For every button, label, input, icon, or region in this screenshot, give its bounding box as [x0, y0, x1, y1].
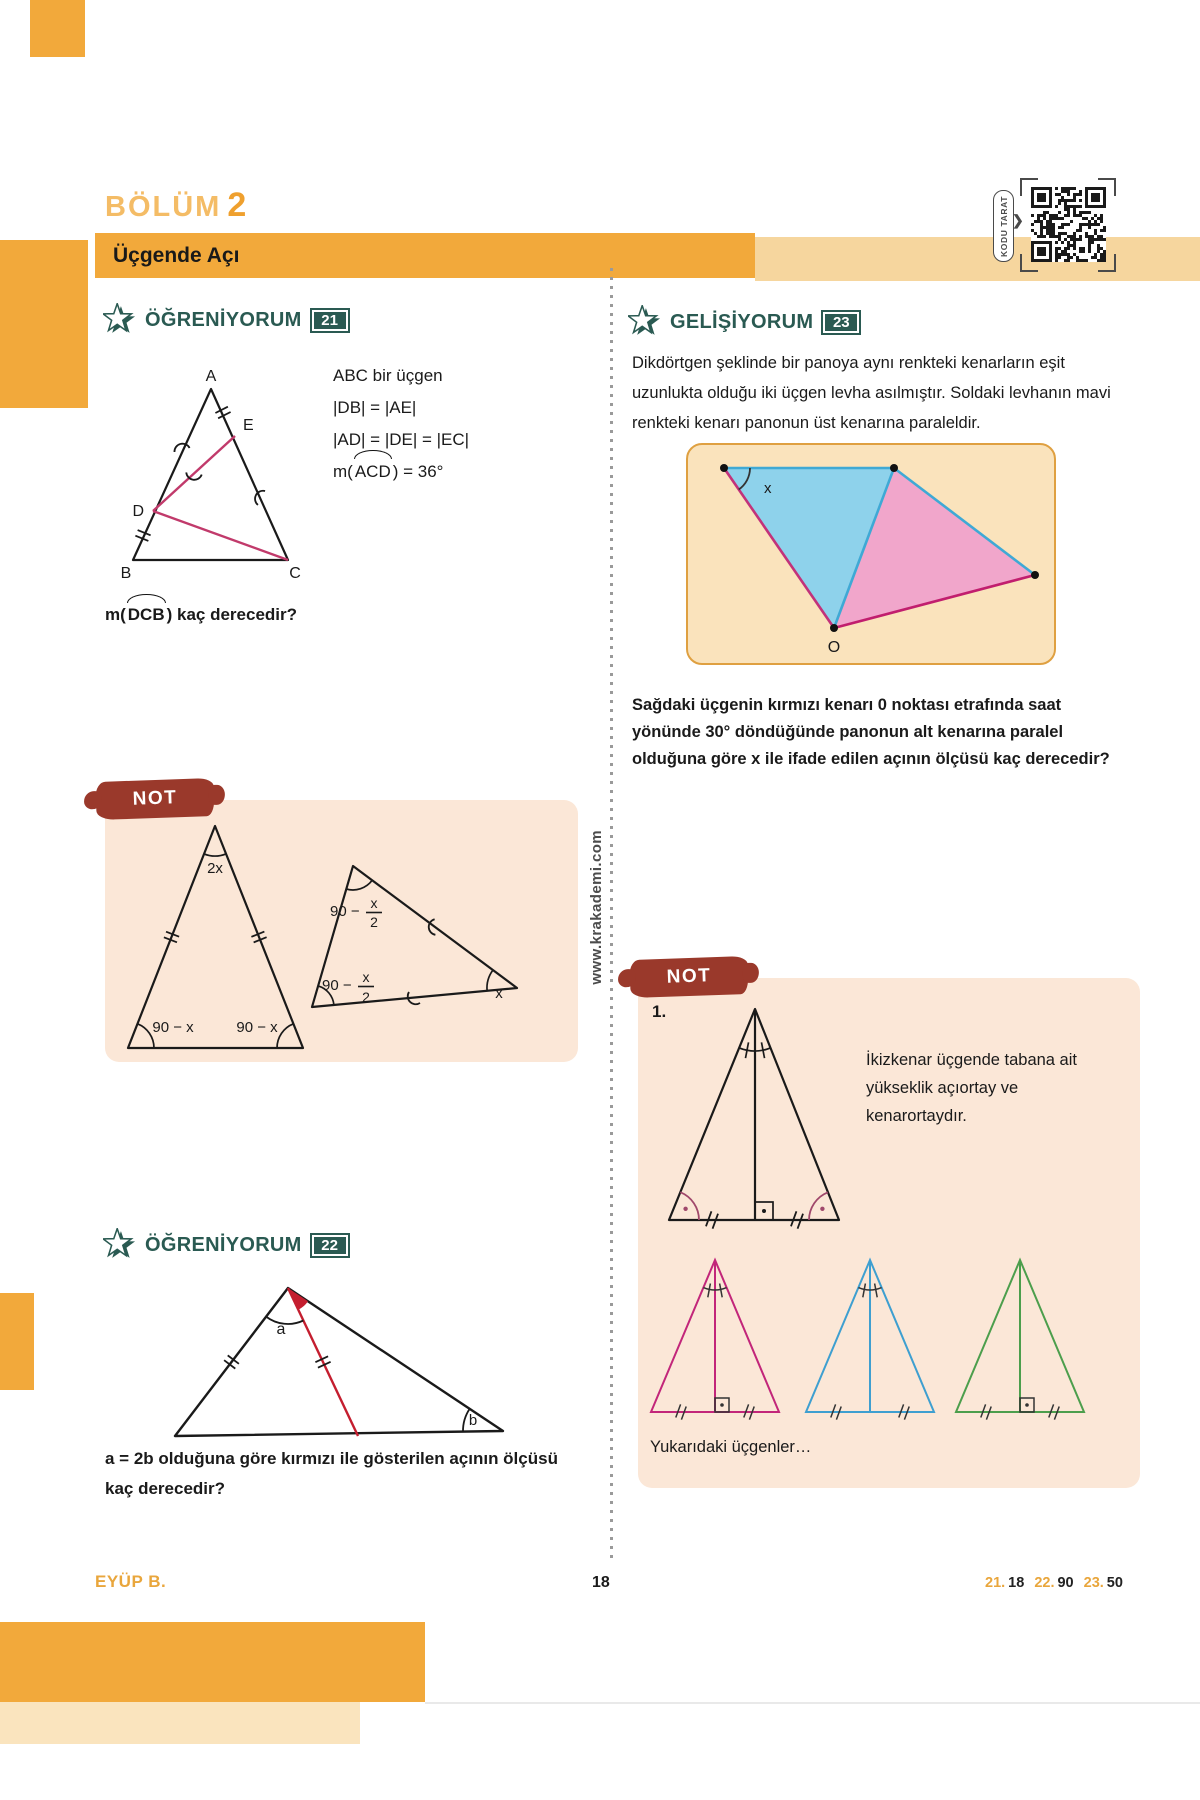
- svg-text:x: x: [764, 480, 772, 497]
- note-label: NOT: [629, 956, 748, 998]
- activity-heading-text: ÖĞRENİYORUM: [145, 308, 302, 331]
- activity-22-heading: [103, 1228, 350, 1262]
- activity-23-heading: [628, 305, 861, 339]
- footer-author: EYÜP B.: [95, 1572, 167, 1591]
- star-icon: [103, 1228, 137, 1262]
- note-item-number: 1.: [652, 1002, 667, 1021]
- question-22: a = 2b olduğuna göre kırmızı ile gösterilen açının ölçüsü kaç derecedir?: [105, 1449, 558, 1498]
- angle-arc-notation: DCB: [126, 600, 167, 630]
- given-line: |DB| = |AE|: [333, 398, 417, 417]
- activity-number-badge: 21: [310, 308, 350, 333]
- panel-figure: [686, 443, 1056, 665]
- qr-code-image: [1031, 187, 1106, 262]
- svg-text:2x: 2x: [207, 860, 223, 877]
- svg-text:x: x: [370, 895, 378, 911]
- given-line: |AD| = |DE| = |EC|: [333, 430, 470, 449]
- footer-page-number: 18: [592, 1574, 610, 1591]
- chapter-header: [105, 186, 246, 225]
- svg-text:D: D: [132, 503, 144, 520]
- star-icon: [103, 303, 137, 337]
- triangle-abc-figure: [110, 366, 320, 588]
- scan-code-label: KODU TARAT: [998, 195, 1009, 257]
- website-watermark: www.krakademi.com: [588, 829, 605, 985]
- chevron-right-icon: ❯: [1012, 212, 1024, 228]
- svg-text:O: O: [827, 639, 841, 656]
- scan-code-pill: [993, 190, 1014, 262]
- isosceles-altitude-figure: [645, 988, 865, 1233]
- angle-arc-notation: ACD: [353, 456, 393, 488]
- svg-text:C: C: [289, 565, 301, 582]
- answer-value: 90: [1057, 1575, 1074, 1591]
- qr-code: [1020, 178, 1116, 272]
- section-title: Üçgende Açı: [113, 243, 240, 267]
- left-edge-strip: [0, 1293, 34, 1390]
- svg-text:90 − x: 90 − x: [236, 1019, 278, 1036]
- svg-text:2: 2: [362, 989, 370, 1005]
- small-triangle-pink: [645, 1250, 785, 1420]
- note-triangles-figure: [108, 806, 568, 1056]
- note-text: İkizkenar üçgende tabana ait yükseklik açıortay ve kenarortaydır.: [866, 1051, 1077, 1125]
- answer-number: 22.: [1034, 1575, 1055, 1591]
- svg-text:x: x: [495, 985, 503, 1002]
- small-triangle-blue: [800, 1250, 940, 1420]
- question-21: m( DCB ) kaç derecedir?: [105, 600, 297, 630]
- svg-text:x: x: [362, 969, 370, 985]
- small-triangle-green: [950, 1250, 1090, 1420]
- bottom-accent-block: [0, 1622, 425, 1702]
- bottom-light-strip: [0, 1702, 360, 1744]
- panel-triangles: [688, 445, 1053, 662]
- svg-text:90 −: 90 −: [322, 977, 352, 994]
- activity-heading-text: GELİŞİYORUM: [670, 310, 814, 333]
- svg-text:A: A: [205, 368, 217, 385]
- note-label: NOT: [95, 778, 214, 820]
- given-line: ABC bir üçgen: [333, 366, 443, 385]
- problem-givens: [333, 360, 469, 488]
- svg-text:90 − x: 90 − x: [152, 1019, 194, 1036]
- chapter-label: BÖLÜM: [105, 191, 222, 223]
- answer-value: 18: [1008, 1575, 1025, 1591]
- activity-number-badge: 22: [310, 1233, 350, 1258]
- activity-number-badge: 23: [821, 310, 861, 335]
- footer-answers: [985, 1574, 1133, 1592]
- svg-text:B: B: [120, 565, 132, 582]
- section-bar-extension: [755, 237, 1200, 281]
- star-icon: [628, 305, 662, 339]
- bottom-divider-line: [425, 1702, 1200, 1704]
- activity-heading-text: ÖĞRENİYORUM: [145, 1233, 302, 1256]
- note-caption: Yukarıdaki üçgenler…: [650, 1438, 812, 1456]
- answer-number: 23.: [1083, 1575, 1104, 1591]
- given-angle-line: m( ACD ) = 36°: [333, 456, 469, 488]
- svg-text:90 −: 90 −: [330, 903, 360, 920]
- answer-number: 21.: [985, 1575, 1006, 1591]
- problem-intro: Dikdörtgen şeklinde bir panoya aynı renkteki kenarların eşit uzunlukta olduğu iki üçgen levha asılmıştır. Soldaki levhanın mavi renkteki kenarı panonun üst kenarına paraleldir.: [632, 354, 1111, 432]
- triangle-cevian-figure: [95, 1276, 555, 1456]
- question-23: Sağdaki üçgenin kırmızı kenarı 0 noktası etrafında saat yönünde 30° döndüğünde panonun alt kenarına paralel olduğuna göre x ile ifade edilen açının ölçüsü kaç derecedir?: [632, 696, 1110, 768]
- svg-text:E: E: [243, 417, 254, 434]
- corner-accent-block: [30, 0, 85, 57]
- chapter-number: 2: [227, 186, 247, 224]
- activity-21-heading: [103, 303, 350, 337]
- section-title-bar: [95, 233, 755, 278]
- answer-value: 50: [1106, 1575, 1123, 1591]
- column-divider: [610, 268, 613, 1558]
- svg-text:b: b: [468, 1412, 478, 1429]
- svg-text:a: a: [276, 1321, 286, 1338]
- left-edge-block: [0, 240, 88, 408]
- svg-text:2: 2: [370, 914, 378, 930]
